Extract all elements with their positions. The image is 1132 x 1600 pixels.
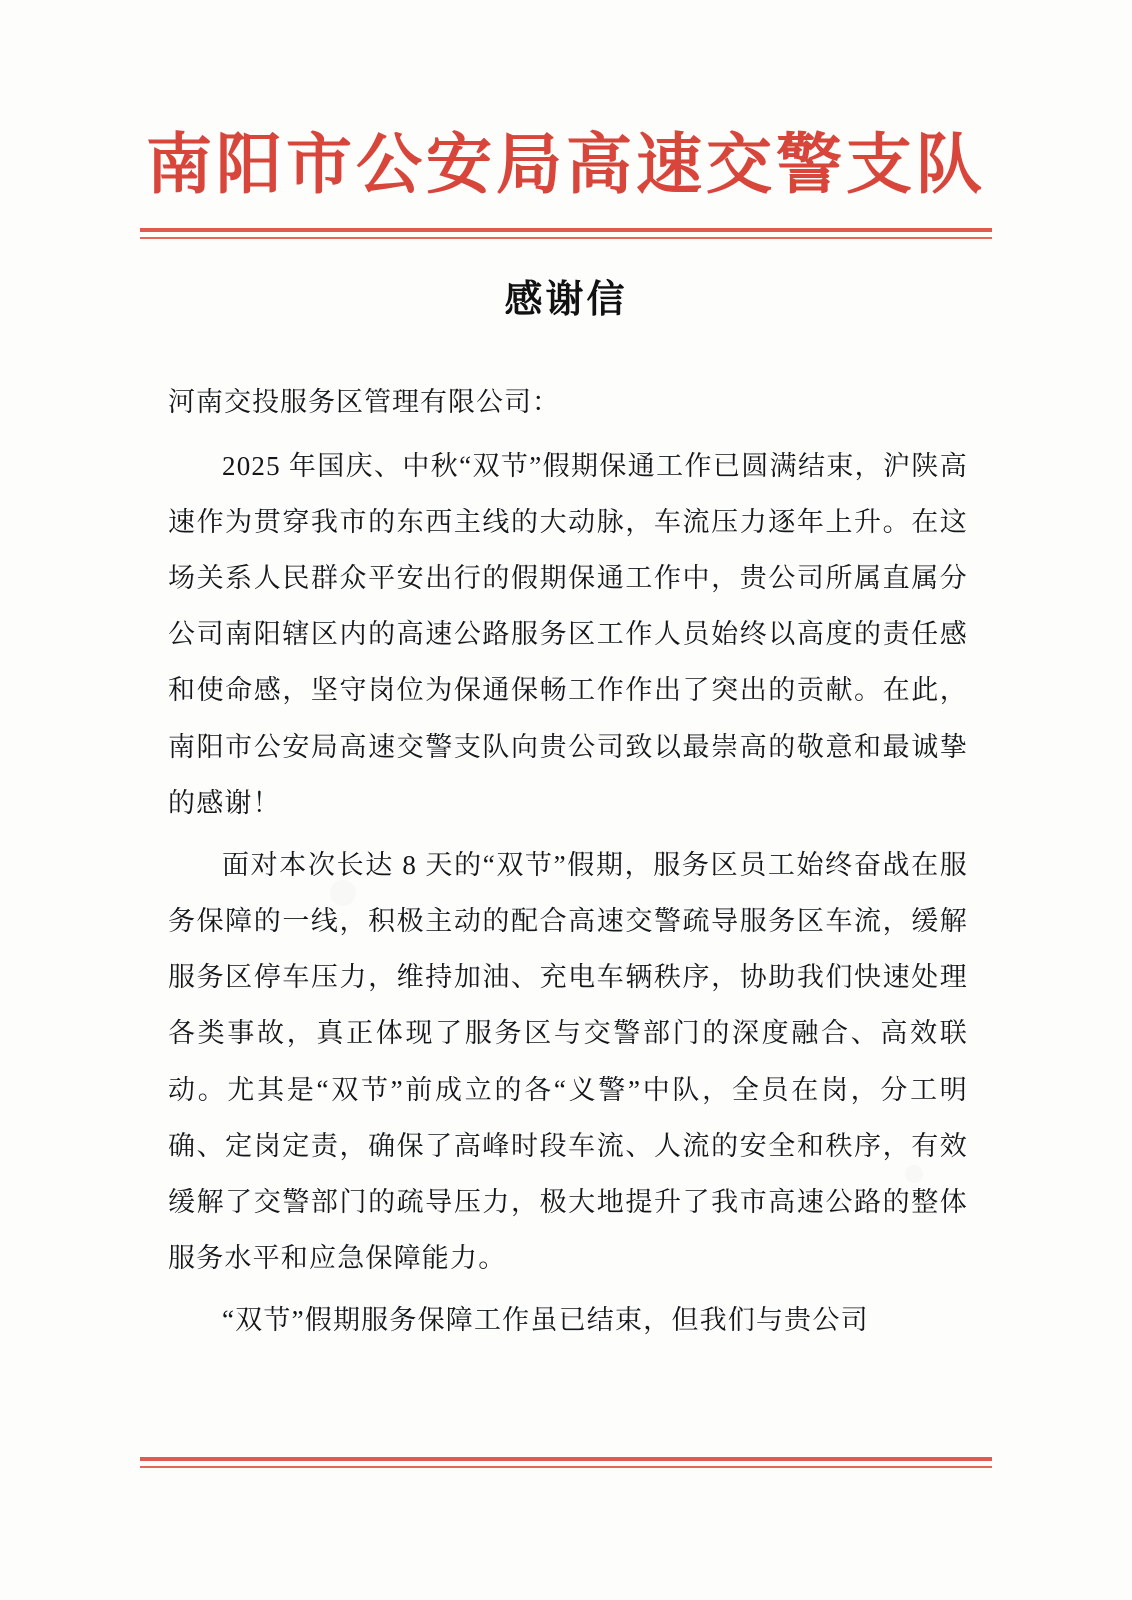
body-paragraph: “双节”假期服务保障工作虽已结束，但我们与贵公司 (222, 1305, 869, 1336)
salutation: 河南交投服务区管理有限公司： (168, 387, 560, 417)
letterhead-organization: 南阳市公安局高速交警支队 (146, 129, 986, 202)
divider-thin-line (140, 1466, 992, 1468)
body-paragraph: 2025 年国庆、中秋“双节”假期保通工作已圆满结束，沪陕高速作为贯穿我市的东西主线的大动脉，车流压力逐年上升。在这场关系人民群众平安出行的假期保通工作中，贵公司所属直属分公司南阳辖区内的高速公路服务区工作人员始终以高度的责任感和使命感，坚守岗位为保通保畅工作作出了突出的贡献。在此，南阳市公安局高速交警支队向贵公司致以最崇高的敬意和最诚挚的感谢！ (168, 450, 968, 818)
letterhead (0, 128, 1132, 204)
divider-thin-line (140, 237, 992, 239)
document-body (168, 382, 968, 1354)
body-paragraph: 面对本次长达 8 天的“双节”假期，服务区员工始终奋战在服务保障的一线，积极主动的配合高速交警疏导服务区车流，缓解服务区停车压力，维持加油、充电车辆秩序，协助我们快速处理各类事故，真正体现了服务区与交警部门的深度融合、高效联动。尤其是“双节”前成立的各“义警”中队，全员在岗，分工明确、定岗定责，确保了高峰时段车流、人流的安全和秩序，有效缓解了交警部门的疏导压力，极大地提升了我市高速公路的整体服务水平和应急保障能力。 (168, 849, 968, 1274)
letterhead-divider (140, 228, 992, 239)
footer-divider (140, 1457, 992, 1468)
document-title: 感谢信 (504, 279, 628, 321)
